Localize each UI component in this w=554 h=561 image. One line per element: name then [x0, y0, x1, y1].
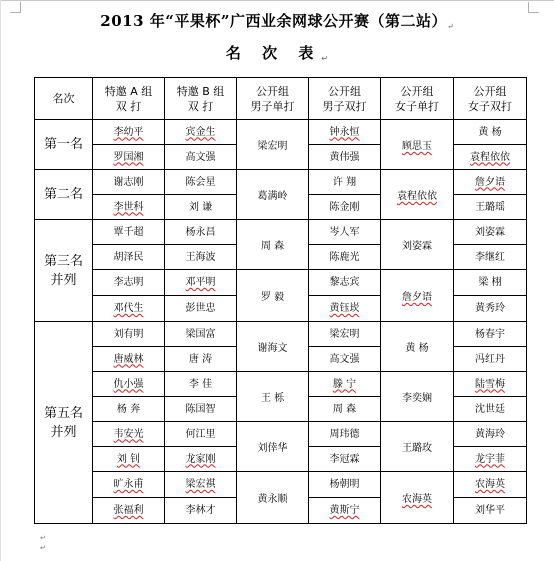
ranking-table[interactable] — [34, 77, 527, 524]
player-name: 谢志刚 — [113, 176, 144, 188]
player-name: 彭世忠 — [185, 303, 216, 314]
header-men-singles[interactable]: 公开组 男子单打 — [237, 78, 309, 120]
player-name: 农海英 — [475, 479, 505, 490]
player-name: 李幼平 — [113, 126, 144, 138]
player-name: 罗 毅 — [260, 292, 285, 303]
player-name: 顾思玉 — [402, 141, 432, 152]
player-name: 梁国富 — [185, 328, 216, 340]
cell-men-doubles[interactable] — [309, 220, 381, 270]
rank-cell-fifth[interactable]: 第五名 并列 — [35, 322, 93, 524]
cell-invite-a[interactable] — [93, 220, 165, 270]
cell-women-singles[interactable] — [381, 220, 454, 270]
player-name: 韦安光 — [113, 428, 144, 440]
player-name: 梁 栩 — [478, 277, 502, 288]
cell-men-singles[interactable] — [237, 270, 309, 322]
player-name: 詹夕语 — [475, 176, 505, 188]
player-name: 仇小强 — [113, 378, 144, 390]
player-name: 邓平明 — [185, 277, 216, 288]
player-name: 李世科 — [113, 201, 144, 213]
player-name: 谢海文 — [257, 343, 288, 354]
table-row-fifth-c — [35, 422, 527, 472]
cell-men-singles[interactable] — [237, 372, 309, 422]
cell-invite-b[interactable] — [165, 120, 237, 170]
cell-men-doubles[interactable] — [309, 120, 381, 170]
cell-women-doubles[interactable] — [454, 372, 527, 422]
player-name: 黄海玲 — [475, 428, 505, 440]
cell-invite-a[interactable] — [93, 422, 165, 472]
cell-men-doubles[interactable] — [309, 372, 381, 422]
player-name: 王 栎 — [260, 393, 285, 404]
player-name: 梁宏祺 — [185, 479, 216, 490]
cell-invite-a[interactable] — [93, 322, 165, 372]
player-name: 梁宏明 — [257, 141, 288, 152]
player-name: 周玮德 — [329, 428, 360, 440]
cell-women-doubles[interactable] — [454, 170, 527, 220]
player-name: 袁程依依 — [470, 151, 510, 163]
player-name: 黄 杨 — [478, 126, 502, 138]
cell-men-singles[interactable] — [237, 220, 309, 270]
cell-men-doubles[interactable] — [309, 422, 381, 472]
header-women-doubles[interactable]: 公开组 女子双打 — [454, 78, 527, 120]
paragraph-marks: ↵ ↵ — [40, 534, 46, 552]
player-name: 黄斯宁 — [329, 505, 360, 516]
player-name: 黄伟强 — [329, 151, 360, 163]
player-name: 冯红丹 — [475, 353, 505, 365]
cell-women-singles[interactable] — [381, 372, 454, 422]
cell-invite-b[interactable] — [165, 170, 237, 220]
rank-cell-first[interactable]: 第一名 — [35, 120, 93, 170]
player-name: 李 佳 — [188, 378, 213, 390]
player-name: 陈鹿光 — [329, 251, 360, 263]
player-name: 王璐瑶 — [475, 201, 505, 213]
player-name: 刘姿霖 — [475, 226, 505, 238]
player-name: 刘倖华 — [257, 443, 288, 454]
player-name: 胡泽民 — [113, 251, 144, 263]
player-name: 张福利 — [113, 505, 144, 516]
cell-women-singles[interactable] — [381, 120, 454, 170]
cell-men-singles[interactable] — [237, 472, 309, 524]
cell-women-singles[interactable] — [381, 270, 454, 322]
player-name: 李志明 — [113, 277, 144, 288]
cell-invite-b[interactable] — [165, 322, 237, 372]
cell-invite-b[interactable] — [165, 270, 237, 322]
player-name: 许 翔 — [332, 176, 357, 188]
player-name: 高文强 — [185, 151, 216, 163]
cell-invite-b[interactable] — [165, 422, 237, 472]
cell-women-doubles[interactable] — [454, 220, 527, 270]
player-name: 梁宏明 — [329, 328, 360, 340]
player-name: 刘 谦 — [188, 201, 213, 213]
player-name: 詹夕语 — [402, 292, 432, 303]
player-name: 袁程依依 — [397, 191, 437, 202]
player-name: 罗国湘 — [113, 151, 144, 163]
player-name: 杨春宇 — [475, 328, 505, 340]
header-rank[interactable]: 名次 — [35, 78, 93, 120]
player-name: 刘 钊 — [116, 453, 141, 465]
player-name: 宾金生 — [185, 126, 216, 138]
player-name: 黄钰崁 — [329, 303, 360, 314]
player-name: 沈世廷 — [475, 403, 505, 415]
page-edge — [0, 0, 554, 1]
player-name: 刘华平 — [475, 505, 505, 516]
cell-women-singles[interactable] — [381, 422, 454, 472]
player-name: 农海英 — [402, 494, 432, 505]
player-name: 刘有明 — [113, 328, 144, 340]
player-name: 唐 涛 — [188, 353, 213, 365]
rank-cell-third[interactable]: 第三名 并列 — [35, 220, 93, 322]
cell-invite-a[interactable] — [93, 372, 165, 422]
player-name: 杨 奔 — [116, 403, 141, 415]
cell-men-doubles[interactable] — [309, 170, 381, 220]
cell-men-doubles[interactable] — [309, 270, 381, 322]
player-name: 覃千超 — [113, 226, 144, 238]
cell-women-singles[interactable] — [381, 322, 454, 372]
table-row-fifth-b — [35, 372, 527, 422]
table-row-third-a — [35, 220, 527, 270]
player-name: 滕 宁 — [332, 378, 357, 390]
rank-cell-second[interactable]: 第二名 — [35, 170, 93, 220]
player-name: 陆雪梅 — [475, 378, 505, 390]
cell-women-singles[interactable] — [381, 472, 454, 524]
header-men-doubles[interactable]: 公开组 男子双打 — [309, 78, 381, 120]
player-name: 李奕娴 — [402, 393, 432, 404]
cell-invite-b[interactable] — [165, 220, 237, 270]
cell-men-singles[interactable] — [237, 120, 309, 170]
player-name: 邓代生 — [113, 303, 144, 314]
cell-women-doubles[interactable] — [454, 270, 527, 322]
player-name: 黄 杨 — [405, 343, 429, 354]
cell-invite-b[interactable] — [165, 372, 237, 422]
player-name: 旷永甫 — [113, 479, 144, 490]
header-women-singles[interactable]: 公开组 女子单打 — [381, 78, 454, 120]
player-name: 陈金刚 — [329, 201, 360, 213]
player-name: 黄永顺 — [257, 494, 288, 505]
player-name: 杨永昌 — [185, 226, 216, 238]
table-row-second — [35, 170, 527, 220]
cell-men-doubles[interactable] — [309, 472, 381, 524]
table-row-third-b — [35, 270, 527, 322]
player-name: 钟永恒 — [329, 126, 360, 138]
player-name: 周 森 — [332, 403, 357, 415]
header-invite-a[interactable]: 特邀 A 组 双 打 — [93, 78, 165, 120]
player-name: 陈国智 — [185, 403, 216, 415]
player-name: 周 森 — [260, 241, 285, 252]
player-name: 王璐玫 — [402, 443, 432, 454]
player-name: 高文强 — [329, 353, 360, 365]
paragraph-mark: ↵ — [447, 22, 454, 31]
header-invite-b[interactable]: 特邀 B 组 双 打 — [165, 78, 237, 120]
cell-invite-a[interactable] — [93, 270, 165, 322]
cell-invite-a[interactable] — [93, 472, 165, 524]
player-name: 黎志宾 — [329, 277, 360, 288]
player-name: 杨朝明 — [329, 479, 360, 490]
player-name: 王海波 — [185, 251, 216, 263]
player-name: 陈会星 — [185, 176, 216, 188]
cell-men-singles[interactable] — [237, 422, 309, 472]
cell-invite-b[interactable] — [165, 472, 237, 524]
cell-women-doubles[interactable] — [454, 322, 527, 372]
table-row-fifth-d — [35, 472, 527, 524]
header-row — [35, 78, 527, 120]
cell-invite-a[interactable] — [93, 120, 165, 170]
player-name: 黄秀玲 — [475, 303, 505, 314]
cell-women-singles[interactable] — [381, 170, 454, 220]
cell-men-doubles[interactable] — [309, 322, 381, 372]
player-name: 李冠霖 — [329, 453, 360, 465]
paragraph-mark: ↵ — [321, 54, 329, 63]
document-subtitle[interactable]: 名 次 表↵ — [225, 44, 329, 63]
player-name: 岑人军 — [329, 226, 360, 238]
player-name: 何江里 — [185, 428, 216, 440]
table-row-first — [35, 120, 527, 170]
cell-women-doubles[interactable] — [454, 472, 527, 524]
player-name: 唐威林 — [113, 353, 144, 365]
cell-invite-a[interactable] — [93, 170, 165, 220]
cell-men-singles[interactable] — [237, 170, 309, 220]
page-edge-left — [0, 0, 1, 561]
player-name: 刘姿霖 — [402, 241, 432, 252]
player-name: 李林才 — [185, 505, 216, 516]
player-name: 李继红 — [475, 251, 505, 263]
player-name: 龙家刚 — [185, 453, 216, 465]
cell-men-singles[interactable] — [237, 322, 309, 372]
cell-women-doubles[interactable] — [454, 120, 527, 170]
cell-women-doubles[interactable] — [454, 422, 527, 472]
table-row-fifth-a — [35, 322, 527, 372]
player-name: 龙宇菲 — [475, 453, 505, 465]
document-title[interactable]: 2013 年“平果杯”广西业余网球公开赛（第二站）↵ — [100, 12, 454, 31]
player-name: 葛满岭 — [257, 191, 288, 202]
